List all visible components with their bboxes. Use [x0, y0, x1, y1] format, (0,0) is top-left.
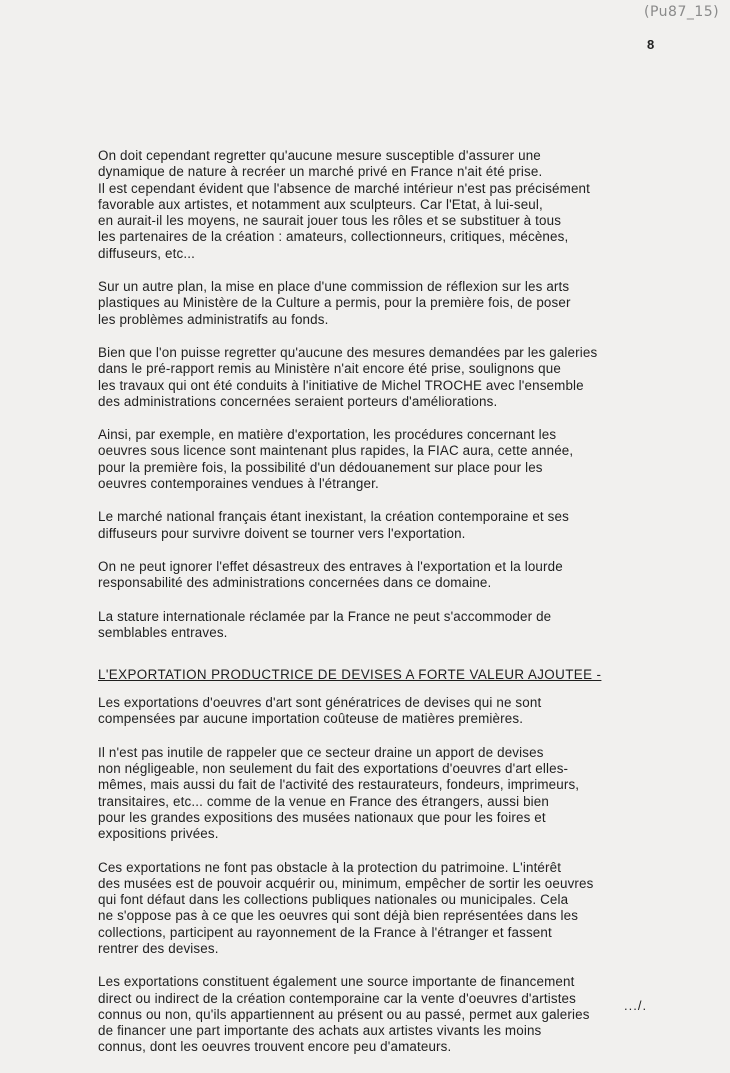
paragraph [98, 509, 723, 542]
text-line: Ainsi, par exemple, en matière d'exportation, les procédures concernant les [98, 427, 557, 443]
handwritten-annotation: (Pu87_15) [644, 4, 720, 20]
text-line: connus, dont les oeuvres trouvent encore peu d'amateurs. [98, 1039, 452, 1055]
text-line: dans le pré-rapport remis au Ministère n'ait encore été prise, soulignons que [98, 361, 561, 377]
text-line: dynamique de nature à recréer un marché privé en France n'ait été prise. [98, 164, 543, 180]
text-line: Il n'est pas inutile de rappeler que ce secteur draine un apport de devises [98, 744, 544, 760]
text-line: les problèmes administratifs au fonds. [98, 311, 329, 327]
text-line: non négligeable, non seulement du fait des exportations d'oeuvres d'art elles- [98, 761, 569, 777]
page-number: 8 [647, 37, 655, 52]
text-line: Le marché national français étant inexistant, la création contemporaine et ses [98, 509, 569, 525]
text-line: direct ou indirect de la création contemporaine car la vente d'oeuvres d'artistes [98, 990, 577, 1006]
paragraph [98, 279, 723, 328]
text-line: responsabilité des administrations concernées dans ce domaine. [98, 575, 492, 591]
text-line: connus ou non, qu'ils appartiennent au présent ou au passé, permet aux galeries [98, 1006, 590, 1022]
text-line: expositions privées. [98, 826, 219, 842]
text-line: rentrer des devises. [98, 940, 219, 956]
text-line: pour les grandes expositions des musées nationaux que pour les foires et [98, 809, 546, 825]
text-line: Les exportations constituent également une source importante de financement [98, 974, 575, 990]
text-line: mêmes, mais aussi du fait de l'activité des restaurateurs, fondeurs, imprimeurs, [98, 777, 580, 793]
continuation-mark: .../. [624, 998, 648, 1013]
text-line: des administrations concernées seraient porteurs d'améliorations. [98, 393, 498, 409]
paragraphs-before [98, 148, 723, 641]
text-line: Sur un autre plan, la mise en place d'une commission de réflexion sur les arts [98, 279, 570, 295]
paragraph [98, 609, 723, 642]
text-line: oeuvres contemporaines vendues à l'étranger. [98, 476, 379, 492]
text-line: plastiques au Ministère de la Culture a permis, pour la première fois, de poser [98, 295, 571, 311]
paragraph [98, 559, 723, 592]
text-line: Ces exportations ne font pas obstacle à la protection du patrimoine. L'intérêt [98, 859, 562, 875]
paragraph [98, 974, 723, 1055]
text-line: des musées est de pouvoir acquérir ou, minimum, empêcher de sortir les oeuvres [98, 875, 594, 891]
text-line: transitaires, etc... comme de la venue en France des étrangers, aussi bien [98, 793, 549, 809]
text-line: en aurait-il les moyens, ne saurait jouer tous les rôles et se substituer à tous [98, 213, 562, 229]
paragraph [98, 860, 723, 958]
text-line: Il est cependant évident que l'absence de marché intérieur n'est pas précisément [98, 180, 591, 196]
paragraph [98, 345, 723, 410]
text-line: diffuseurs pour survivre doivent se tourner vers l'exportation. [98, 525, 466, 541]
paragraph [98, 148, 723, 262]
text-line: Les exportations d'oeuvres d'art sont génératrices de devises qui ne sont [98, 695, 542, 711]
text-line: favorable aux artistes, et notamment aux sculpteurs. Car l'Etat, à lui-seul, [98, 196, 543, 212]
text-line: Bien que l'on puisse regretter qu'aucune des mesures demandées par les galeries [98, 344, 598, 360]
text-line: compensées par aucune importation coûteuse de matières premières. [98, 711, 524, 727]
text-line: semblables entraves. [98, 624, 228, 640]
paragraph [98, 427, 723, 492]
text-line: les partenaires de la création : amateurs, collectionneurs, critiques, mécènes, [98, 229, 569, 245]
text-line: On ne peut ignorer l'effet désastreux des entraves à l'exportation et la lourde [98, 558, 563, 574]
text-line: qui font défaut dans les collections publiques nationales ou municipales. Cela [98, 892, 569, 908]
section-heading: L'EXPORTATION PRODUCTRICE DE DEVISES A FORTE VALEUR AJOUTEE - [98, 667, 602, 683]
text-line: diffuseurs, etc... [98, 245, 195, 261]
paragraph [98, 695, 723, 728]
text-line: collections, participent au rayonnement de la France à l'étranger et fassent [98, 924, 552, 940]
document-body [98, 148, 723, 1073]
text-line: les travaux qui ont été conduits à l'initiative de Michel TROCHE avec l'ensemble [98, 377, 584, 393]
text-line: de financer une part importante des achats aux artistes vivants les moins [98, 1023, 542, 1039]
text-line: ne s'oppose pas à ce que les oeuvres qui sont déjà bien représentées dans les [98, 908, 579, 924]
text-line: La stature internationale réclamée par la France ne peut s'accommoder de [98, 608, 552, 624]
text-line: On doit cependant regretter qu'aucune mesure susceptible d'assurer une [98, 148, 541, 163]
text-line: pour la première fois, la possibilité d'un dédouanement sur place pour les [98, 459, 543, 475]
paragraph [98, 745, 723, 843]
text-line: oeuvres sous licence sont maintenant plus rapides, la FIAC aura, cette année, [98, 443, 574, 459]
